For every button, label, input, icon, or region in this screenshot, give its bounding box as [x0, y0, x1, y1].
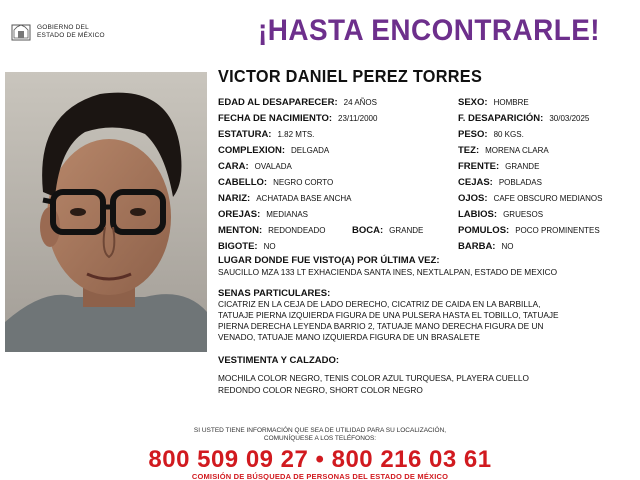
- missing-person-photo: [5, 72, 207, 352]
- marks-line-4: VENADO, TATUAJE MANO IZQUIERDA FIGURA DE UN BRASALETE: [218, 332, 480, 342]
- field-label: COMPLEXION:: [218, 145, 286, 156]
- field-complexion: [458, 145, 549, 156]
- field-value: 80 KGS.: [493, 130, 524, 139]
- field-eyebrows: [458, 177, 542, 188]
- field-hair: [218, 177, 333, 188]
- field-height: [218, 129, 314, 140]
- gov-line-2: ESTADO DE MÉXICO: [37, 32, 105, 39]
- field-label: BIGOTE:: [218, 241, 258, 252]
- clothing-line-1: MOCHILA COLOR NEGRO, TENIS COLOR AZUL TURQUESA, PLAYERA CUELLO: [218, 373, 529, 383]
- field-value: 1.82 MTS.: [277, 130, 315, 139]
- field-value: GRUESOS: [503, 210, 544, 219]
- clothing-title: VESTIMENTA Y CALZADO:: [218, 355, 340, 366]
- field-value: OVALADA: [254, 162, 292, 171]
- field-lips: [458, 209, 543, 220]
- field-value: 30/03/2025: [549, 114, 590, 123]
- field-label: CARA:: [218, 161, 249, 172]
- field-weight: [458, 129, 524, 140]
- field-disappearance-date: [458, 113, 589, 124]
- marks-line-2: TATUAJE PIERNA IZQUIERDA FIGURA DE UNA PULSERA HASTA EL TOBILLO, TATUAJE: [218, 310, 559, 320]
- field-label: OJOS:: [458, 193, 488, 204]
- field-label: NARIZ:: [218, 193, 251, 204]
- last-seen-text: SAUCILLO MZA 133 LT EXHACIENDA SANTA INES, NEXTLALPAN, ESTADO DE MEXICO: [218, 267, 558, 277]
- clothing-line-2: REDONDO COLOR NEGRO, SHORT COLOR NEGRO: [218, 385, 423, 395]
- field-label: FRENTE:: [458, 161, 500, 172]
- field-face: [218, 161, 292, 172]
- government-name: [37, 24, 105, 40]
- field-build: [218, 145, 329, 156]
- state-seal-icon: [10, 21, 32, 43]
- field-value: GRANDE: [505, 162, 540, 171]
- field-label: MENTON:: [218, 225, 263, 236]
- marks-title: SENAS PARTICULARES:: [218, 288, 331, 299]
- field-label: ESTATURA:: [218, 129, 272, 140]
- field-label: PESO:: [458, 129, 488, 140]
- field-value: DELGADA: [291, 146, 330, 155]
- field-eyes: [458, 193, 602, 204]
- field-mustache: [218, 241, 276, 252]
- field-value: MEDIANAS: [266, 210, 309, 219]
- field-label: FECHA DE NACIMIENTO:: [218, 113, 332, 124]
- field-value: 24 AÑOS: [343, 98, 377, 107]
- footer-note-line-2: COMUNÍQUESE A LOS TELÉFONOS:: [263, 435, 377, 442]
- field-value: CAFE OBSCURO MEDIANOS: [493, 194, 603, 203]
- field-label: BOCA:: [352, 225, 384, 236]
- field-value: POCO PROMINENTES: [515, 226, 600, 235]
- field-label: SEXO:: [458, 97, 488, 108]
- field-label: CABELLO:: [218, 177, 268, 188]
- person-name: VICTOR DANIEL PEREZ TORRES: [218, 66, 483, 86]
- field-sex: [458, 97, 529, 108]
- marks-line-1: CICATRIZ EN LA CEJA DE LADO DERECHO, CICATRIZ DE CAIDA EN LA BARBILLA,: [218, 299, 541, 309]
- contact-phones: 800 509 09 27 • 800 216 03 61: [148, 446, 492, 473]
- headline: ¡HASTA ENCONTRARLE!: [258, 14, 601, 47]
- field-value: GRANDE: [389, 226, 424, 235]
- field-value: NEGRO CORTO: [273, 178, 334, 187]
- field-nose: [218, 193, 352, 204]
- field-value: MORENA CLARA: [485, 146, 549, 155]
- field-ears: [218, 209, 308, 220]
- field-label: EDAD AL DESAPARECER:: [218, 97, 338, 108]
- field-value: REDONDEADO: [268, 226, 326, 235]
- marks-line-3: PIERNA DERECHA LEYENDA BARRIO 2, TATUAJE MANO DERECHA FIGURA DE UN: [218, 321, 544, 331]
- field-beard: [458, 241, 513, 252]
- footer-note-line-1: SI USTED TIENE INFORMACIÓN QUE SEA DE UTILIDAD PARA SU LOCALIZACIÓN,: [193, 427, 447, 434]
- field-cheekbones: [458, 225, 600, 236]
- gov-line-1: GOBIERNO DEL: [37, 24, 89, 31]
- person-portrait-image: [5, 72, 207, 352]
- field-value: HOMBRE: [493, 98, 529, 107]
- field-chin: [218, 225, 326, 236]
- field-forehead: [458, 161, 539, 172]
- field-label: CEJAS:: [458, 177, 493, 188]
- field-label: TEZ:: [458, 145, 480, 156]
- field-label: F. DESAPARICIÓN:: [458, 113, 544, 124]
- field-value: NO: [263, 242, 276, 251]
- field-label: LABIOS:: [458, 209, 498, 220]
- field-value: POBLADAS: [498, 178, 542, 187]
- last-seen-title: LUGAR DONDE FUE VISTO(A) POR ÚLTIMA VEZ:: [218, 255, 440, 266]
- field-birth-date: [218, 113, 377, 124]
- field-label: POMULOS:: [458, 225, 510, 236]
- field-value: ACHATADA BASE ANCHA: [256, 194, 352, 203]
- government-logo: [10, 20, 120, 50]
- field-label: BARBA:: [458, 241, 496, 252]
- field-value: NO: [501, 242, 514, 251]
- field-value: 23/11/2000: [338, 114, 378, 123]
- field-mouth: [352, 225, 423, 236]
- field-label: OREJAS:: [218, 209, 261, 220]
- commission-name: COMISIÓN DE BÚSQUEDA DE PERSONAS DEL ESTADO DE MÉXICO: [191, 472, 449, 480]
- field-age: [218, 97, 377, 108]
